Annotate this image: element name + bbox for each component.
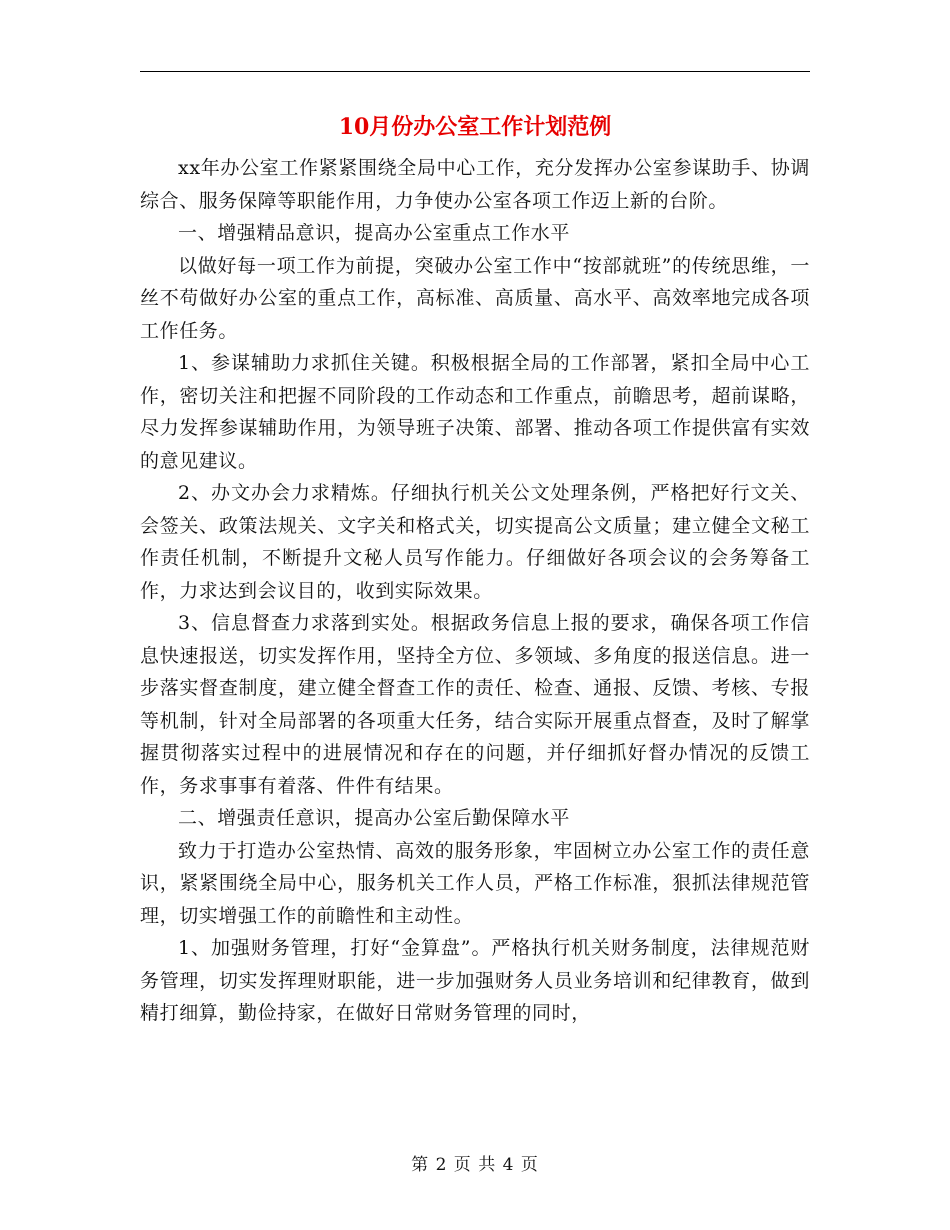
- section-1-item-3: 3、信息督查力求落到实处。根据政务信息上报的要求，确保各项工作信息快速报送，切实发挥作用，坚持全方位、多领域、多角度的报送信息。进一步落实督查制度，建立健全督查工作的责任、检查、通报、反馈、考核、专报等机制，针对全局部署的各项重大任务，结合实际开展重点督查，及时了解掌握贯彻落实过程中的进展情况和存在的问题，并仔细抓好督办情况的反馈工作，务求事事有着落、件件有结果。: [140, 612, 810, 797]
- section-heading-2: 二、增强责任意识，提高办公室后勤保障水平: [178, 807, 571, 829]
- header-rule: [140, 71, 810, 72]
- document-title: 10月份办公室工作计划范例: [338, 114, 612, 140]
- section-2-intro-paragraph: 致力于打造办公室热情、高效的服务形象，牢固树立办公室工作的责任意识，紧紧围绕全局中心，服务机关工作人员，严格工作标准，狠抓法律规范管理，切实增强工作的前瞻性和主动性。: [140, 839, 810, 927]
- section-1-item-2: 2、办文办会力求精炼。仔细执行机关公文处理条例，严格把好行文关、会签关、政策法规关、文字关和格式关，切实提高公文质量；建立健全文秘工作责任机制，不断提升文秘人员写作能力。仔细做好各项会议的会务筹备工作，力求达到会议目的，收到实际效果。: [140, 482, 810, 602]
- section-1-item-1: 1、参谋辅助力求抓住关键。积极根据全局的工作部署，紧扣全局中心工作，密切关注和把握不同阶段的工作动态和工作重点，前瞻思考，超前谋略，尽力发挥参谋辅助作用，为领导班子决策、部署、推动各项工作提供富有实效的意见建议。: [140, 352, 810, 472]
- page-number-footer: 第 2 页 共 4 页: [411, 1155, 539, 1175]
- section-heading-1: 一、增强精品意识，提高办公室重点工作水平: [178, 222, 571, 244]
- intro-paragraph: xx年办公室工作紧紧围绕全局中心工作，充分发挥办公室参谋助手、协调综合、服务保障等职能作用，力争使办公室各项工作迈上新的台阶。: [140, 157, 810, 212]
- section-1-intro-paragraph: 以做好每一项工作为前提，突破办公室工作中“按部就班”的传统思维，一丝不苟做好办公室的重点工作，高标准、高质量、高水平、高效率地完成各项工作任务。: [140, 254, 810, 342]
- document-body: [140, 152, 810, 1030]
- section-2-item-1: 1、加强财务管理，打好“金算盘”。严格执行机关财务制度，法律规范财务管理，切实发挥理财职能，进一步加强财务人员业务培训和纪律教育，做到精打细算，勤俭持家，在做好日常财务管理的同时，: [140, 937, 810, 1024]
